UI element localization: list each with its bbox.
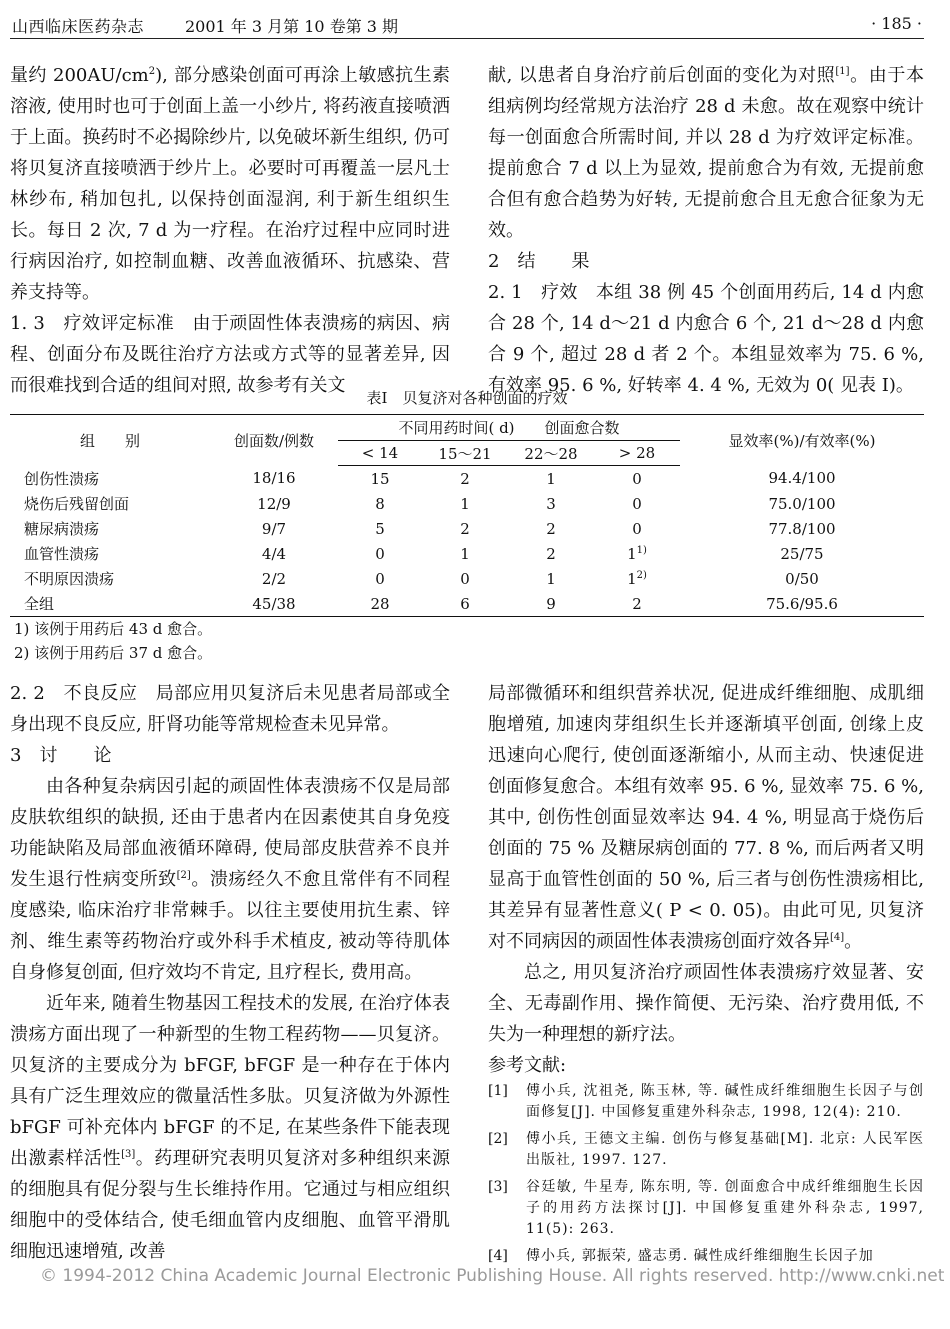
table-row (10, 541, 924, 566)
text-run: 由各种复杂病因引起的顽固性体表溃疡不仅是局部皮肤软组织的缺损, 还由于患者内在因素使其自身免疫功能缺陷及局部血液循环障碍, 使局部皮肤营养不良并发生退行性病变所致 (10, 776, 450, 890)
citation-3: [3] (121, 1149, 136, 1160)
cell-count: 18/16 (252, 469, 296, 488)
reference-text: 谷廷敏, 牛星寿, 陈东明, 等. 创面愈合中成纤维细胞生长因子的用药方法探讨[J]. 中国修复重建外科杂志, 1997, 11(5): 263. (526, 1179, 924, 1237)
table-row-total (10, 591, 924, 617)
cell-rate: 75.0/100 (768, 494, 836, 513)
reference-item (488, 1177, 924, 1240)
issue-info: 2001 年 3 月第 10 卷第 3 期 (185, 17, 399, 36)
efficacy-table (10, 414, 924, 617)
cell-value: 6 (422, 591, 508, 617)
top-left-column (10, 60, 450, 401)
cell-count: 2/2 (261, 569, 287, 588)
cell-group: 创伤性溃疡 (24, 469, 100, 488)
cell-group: 烧伤后残留创面 (24, 495, 130, 513)
cell-group: 不明原因溃疡 (24, 570, 115, 588)
paragraph-discussion-1 (10, 771, 450, 988)
cell-text: 2 (632, 594, 642, 613)
paragraph-method (10, 60, 450, 308)
reference-text: 傅小兵, 王德文主编. 创伤与修复基础[M]. 北京: 人民军医出版社, 1997. 127. (526, 1131, 924, 1168)
table-footnote: 1) 该例于用药后 43 d 愈合。 (14, 620, 213, 638)
cell-rate: 77.8/100 (768, 519, 836, 538)
text-run: 。溃疡经久不愈且常伴有不同程度感染, 临床治疗非常棘手。以往主要使用抗生素、锌剂、维生素等药物治疗或外科手术植皮, 被动等待肌体自身修复创面, 但疗效均不肯定, 且疗程长, 费用高。 (10, 869, 451, 983)
cell-count: 9/7 (261, 519, 287, 538)
reference-number: [4] (488, 1248, 508, 1264)
header-sub-col: < 14 (338, 441, 422, 466)
cell-text: 0 (632, 519, 642, 538)
cell-rate: 75.6/95.6 (680, 591, 924, 617)
text-run: 局部微循环和组织营养状况, 促进成纤维细胞、成肌细胞增殖, 加速肉芽组织生长并逐渐填平创面, 创缘上皮迅速向心爬行, 使创面逐渐缩小, 从而主动、快速促进创面修复愈合。本组有效率 95. 6 %, 显效率 75. 6 %, 其中, 创伤性创面显效率达 94. 4 %, 明显高于烧伤后创面的 75 % 及糖尿病创面的 77. 8 %, 而后两者又明显高于血管性创面的 50 %, 后三者与创伤性溃疡相比, 其差异有显著性意义( P < 0. 05)。由此可见, 贝复济对不同病因的顽固性体表溃疡创面疗效各异 (488, 683, 924, 952)
text-run: 。 (844, 931, 863, 952)
paragraph-conclusion: 总之, 用贝复济治疗顽固性体表溃疡疗效显著、安全、无毒副作用、操作简便、无污染、治疗费用低, 不失为一种理想的新疗法。 (488, 962, 924, 1045)
table-footnote: 2) 该例于用药后 37 d 愈合。 (14, 644, 213, 662)
reference-text: 傅小兵, 沈祖尧, 陈玉林, 等. 碱性成纤维细胞生长因子与创面修复[J]. 中国修复重建外科杂志, 1998, 12(4): 210. (526, 1083, 924, 1120)
header-rate: 显效率(%)/有效率(%) (680, 415, 924, 466)
paragraph-discussion-3 (488, 678, 924, 957)
cell-text: 0 (632, 469, 642, 488)
reference-item (488, 1081, 924, 1123)
header-sub-col: 15～21 (422, 441, 508, 466)
table-row (10, 516, 924, 541)
cell-value (594, 566, 680, 591)
footnote-mark: 2) (636, 569, 647, 581)
cell-value (594, 466, 680, 492)
cell-text: 0 (632, 494, 642, 513)
cell-text: 1 (627, 544, 637, 563)
header-sub-col: > 28 (594, 441, 680, 466)
header-sub-col: 22～28 (508, 441, 594, 466)
cell-value: 1 (460, 494, 470, 513)
table-row (10, 566, 924, 591)
cell-value (594, 591, 680, 617)
text-run: ), 部分感染创面可再涂上敏感抗生素溶液, 使用时也可于创面上盖一小纱片, 将药液直接喷洒于上面。换药时不必揭除纱片, 以免破坏新生组织, 仍可将贝复济直接喷洒于纱片上。必要时可再覆盖一层凡士林纱布, 稍加包扎, 以保持创面湿润, 利于新生组织生长。每日 2 次, 7 d 为一疗程。在治疗过程中应同时进行病因治疗, 如控制血糖、改善血液循环、抗感染、营养支持等。 (10, 65, 450, 303)
citation-1: [1] (835, 66, 850, 77)
cell-group: 糖尿病溃疡 (24, 520, 100, 538)
cell-rate: 94.4/100 (768, 469, 836, 488)
cell-value: 3 (546, 494, 556, 513)
cell-value: 2 (546, 519, 556, 538)
bottom-right-column (488, 678, 924, 1273)
cell-value: 9 (508, 591, 594, 617)
section-heading-results: 2 结 果 (488, 251, 590, 272)
cell-value (594, 491, 680, 516)
footnote-mark: 1) (636, 544, 647, 556)
cell-value: 5 (375, 519, 385, 538)
header-count: 创面数/例数 (210, 415, 338, 466)
superscript: 2 (148, 66, 156, 77)
reference-text: 傅小兵, 郭振荣, 盛志勇. 碱性成纤维细胞生长因子加 (526, 1248, 874, 1264)
reference-item (488, 1129, 924, 1171)
paragraph-criteria-cont (488, 60, 924, 246)
cell-text: 1 (627, 569, 637, 588)
cell-value: 2 (460, 469, 470, 488)
cell-value: 1 (546, 469, 556, 488)
table-row (10, 491, 924, 516)
paragraph-discussion-2 (10, 988, 450, 1267)
top-right-column (488, 60, 924, 401)
cell-count: 12/9 (257, 494, 291, 513)
reference-item (488, 1246, 924, 1267)
header-healing-span: 不同用药时间( d) 创面愈合数 (338, 415, 680, 441)
text-run: 。由于本组病例均经常规方法治疗 28 d 未愈。故在观察中统计每一创面愈合所需时间, 并以 28 d 为疗效评定标准。提前愈合 7 d 以上为显效, 提前愈合为有效, 无提前愈合但有愈合趋势为好转, 无提前愈合且无愈合征象为无效。 (488, 65, 924, 241)
text-run: 。药理研究表明贝复济对多种组织来源的细胞具有促分裂与生长维持作用。它通过与相应组织细胞中的受体结合, 使毛细血管内皮细胞、血管平滑肌细胞迅速增殖, 改善 (10, 1148, 451, 1262)
cell-value: 15 (370, 469, 390, 488)
cell-value: 28 (338, 591, 422, 617)
cell-rate: 0/50 (785, 569, 819, 588)
citation-2: [2] (176, 870, 191, 881)
table-row (10, 466, 924, 492)
citation-4: [4] (830, 932, 845, 943)
efficacy-table-block (10, 388, 924, 665)
cell-count: 4/4 (261, 544, 287, 563)
cell-value (594, 541, 680, 566)
cell-value: 0 (375, 569, 385, 588)
cell-value: 8 (375, 494, 385, 513)
cell-value: 1 (460, 544, 470, 563)
text-run: 量约 200AU/cm (10, 65, 149, 86)
table-title: 表Ⅰ 贝复济对各种创面的疗效 (366, 389, 568, 407)
paragraph-adverse: 2. 2 不良反应 局部应用贝复济后未见患者局部或全身出现不良反应, 肝肾功能等常规检查未见异常。 (10, 683, 450, 735)
reference-number: [1] (488, 1083, 508, 1099)
paragraph-efficacy: 2. 1 疗效 本组 38 例 45 个创面用药后, 14 d 内愈合 28 个, 14 d～21 d 内愈合 6 个, 21 d～28 d 内愈合 9 个, 超过 28 d 者 2 个。本组显效率为 75. 6 %, 有效率 95. 6 %, 好转率 4. 4 %, 无效为 0( 见表 Ⅰ)。 (488, 282, 924, 396)
cell-group: 全组 (10, 591, 210, 617)
paragraph-criteria: 1. 3 疗效评定标准 由于顽固性体表溃疡的病因、病程、创面分布及既往治疗方法或方式等的显著差异, 因而很难找到合适的组间对照, 故参考有关文 (10, 313, 450, 396)
journal-name: 山西临床医药杂志 (12, 17, 145, 36)
cell-group: 血管性溃疡 (24, 545, 100, 563)
cell-value: 0 (460, 569, 470, 588)
section-heading-discussion: 3 讨 论 (10, 745, 112, 766)
header-group: 组 别 (10, 415, 210, 466)
reference-number: [3] (488, 1179, 508, 1195)
bottom-left-column (10, 678, 450, 1267)
cell-count: 45/38 (210, 591, 338, 617)
reference-list (488, 1081, 924, 1267)
cell-value: 2 (460, 519, 470, 538)
text-run: 近年来, 随着生物基因工程技术的发展, 在治疗体表溃疡方面出现了一种新型的生物工程药物——贝复济。贝复济的主要成分为 bFGF, bFGF 是一种存在于体内具有广泛生理效应的微量活性多肽。贝复济做为外源性 bFGF 可补充体内 bFGF 的不足, 在某些条件下能表现出激素样活性 (10, 993, 450, 1169)
running-header (10, 8, 924, 39)
cell-value: 1 (546, 569, 556, 588)
reference-number: [2] (488, 1131, 508, 1147)
cell-rate: 25/75 (780, 544, 824, 563)
references-title: 参考文献: (488, 1055, 567, 1076)
page-number: · 185 · (871, 14, 922, 33)
cell-value (594, 516, 680, 541)
text-run: 献, 以患者自身治疗前后创面的变化为对照 (488, 65, 836, 86)
table-footnotes (10, 617, 924, 665)
cell-value: 2 (546, 544, 556, 563)
copyright-watermark: © 1994-2012 China Academic Journal Electronic Publishing House. All rights reserved. http://www.cnki.net (40, 1266, 945, 1286)
cell-value: 0 (375, 544, 385, 563)
